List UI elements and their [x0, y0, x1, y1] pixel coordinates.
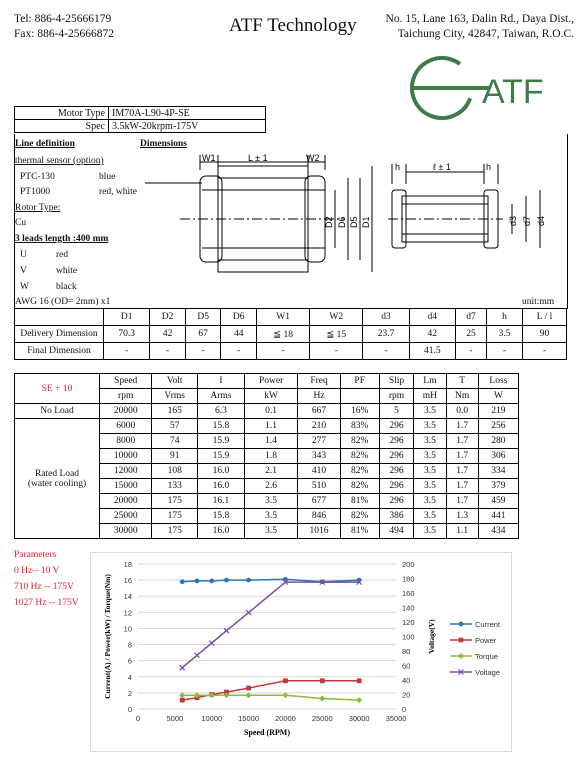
data-point-voltage — [194, 653, 199, 658]
perf-unit-cell: Hz — [298, 389, 340, 404]
perf-cell: 296 — [379, 464, 414, 479]
perf-unit-cell: mH — [414, 389, 446, 404]
final-dimension-row — [15, 343, 567, 360]
perf-cell: 81% — [340, 524, 379, 539]
legend-marker-power — [459, 638, 464, 643]
perf-cell: 6.3 — [198, 404, 245, 419]
dim-cell: - — [257, 343, 310, 360]
dimension-table — [14, 308, 567, 360]
legend-marker-torque — [458, 653, 464, 659]
perf-cell: 256 — [478, 419, 518, 434]
perf-cell: 2.6 — [244, 479, 298, 494]
x-tick-label: 35000 — [385, 714, 407, 723]
y2-tick-label: 140 — [402, 603, 415, 613]
perf-cell: 15000 — [100, 479, 152, 494]
perf-cell: 8000 — [100, 434, 152, 449]
y-tick-label: 4 — [127, 672, 132, 682]
perf-unit-cell — [340, 389, 379, 404]
perf-cell: 1.3 — [446, 509, 478, 524]
dimensions-heading: Dimensions — [140, 139, 187, 149]
perf-cell: 74 — [152, 434, 198, 449]
perf-cell: 30000 — [100, 524, 152, 539]
perf-header-cell: PF — [340, 374, 379, 389]
performance-table — [14, 373, 519, 539]
y2-tick-label: 180 — [402, 574, 415, 584]
dim-header-cell: d7 — [455, 309, 486, 326]
lead-v-color: white — [56, 266, 78, 276]
dim-cell: - — [486, 343, 522, 360]
y2-tick-label: 40 — [402, 676, 411, 685]
d1-label: D1 — [361, 216, 371, 228]
logo-text: ATF — [482, 73, 544, 111]
perf-unit-cell: rpm — [100, 389, 152, 404]
perf-cell: 16.1 — [198, 494, 245, 509]
perf-cell: 0.1 — [244, 404, 298, 419]
dim-cell: 25 — [455, 326, 486, 343]
pt-color: red, white — [99, 187, 137, 197]
dim-header-cell: D5 — [185, 309, 221, 326]
delivery-dimension-row — [15, 326, 567, 343]
perf-cell: 2.1 — [244, 464, 298, 479]
rated-sub-text: (water cooling) — [27, 478, 87, 489]
perf-cell: 15.8 — [198, 419, 245, 434]
dim-header-cell — [15, 309, 104, 326]
perf-cell: 306 — [478, 449, 518, 464]
perf-cell: 133 — [152, 479, 198, 494]
perf-cell: 1.7 — [446, 434, 478, 449]
perf-cell: 6000 — [100, 419, 152, 434]
y2-tick-label: 120 — [402, 618, 415, 627]
perf-cell: 81% — [340, 494, 379, 509]
stator-drawing — [140, 150, 380, 280]
x-tick-label: 30000 — [348, 714, 370, 723]
perf-cell: 15.9 — [198, 449, 245, 464]
dim-cell: 3.5 — [486, 326, 522, 343]
perf-cell: 1.7 — [446, 419, 478, 434]
perf-unit-cell: W — [478, 389, 518, 404]
y-tick-label: 16 — [123, 576, 132, 586]
rotor-h-right-label: h — [486, 162, 492, 172]
perf-cell: 1.1 — [446, 524, 478, 539]
perf-cell: 0.0 — [446, 404, 478, 419]
fax: Fax: 886-4-25666872 — [14, 28, 114, 40]
perf-unit-cell: kW — [244, 389, 298, 404]
perf-cell: 5 — [379, 404, 414, 419]
y-tick-label: 0 — [127, 705, 132, 714]
perf-header-cell: Speed — [100, 374, 152, 389]
perf-header-cell: Freq — [298, 374, 340, 389]
perf-cell: 1.4 — [244, 434, 298, 449]
perf-cell: 3.5 — [244, 524, 298, 539]
perf-cell: 510 — [298, 479, 340, 494]
d7-label: d7 — [522, 215, 532, 226]
y2-tick-label: 0 — [402, 705, 407, 714]
perf-cell: 82% — [340, 464, 379, 479]
perf-cell: 1.7 — [446, 494, 478, 509]
y2-tick-label: 60 — [402, 661, 411, 671]
perf-cell: 386 — [379, 509, 414, 524]
y2-axis-title: Voltage(V) — [427, 619, 436, 654]
x-tick-label: 10000 — [201, 714, 223, 723]
rated-row — [15, 419, 519, 434]
perf-cell: 296 — [379, 479, 414, 494]
perf-cell: 16.0 — [198, 479, 245, 494]
dim-cell: 42 — [150, 326, 186, 343]
awg-label: AWG 16 (OD= 2mm) x1 — [15, 297, 111, 307]
perf-corner: SE + 10 — [15, 374, 100, 404]
ptc-color: blue — [99, 172, 116, 182]
perf-header-cell: Power — [244, 374, 298, 389]
data-point-torque — [319, 696, 325, 702]
dim-header-cell: D1 — [104, 309, 150, 326]
rotor-type-label: Rotor Type: — [15, 203, 61, 213]
dim-cell: 70.3 — [104, 326, 150, 343]
perf-cell: 175 — [152, 524, 198, 539]
perf-cell: 494 — [379, 524, 414, 539]
data-point-power — [283, 678, 288, 683]
dim-cell: - — [363, 343, 409, 360]
dim-header-cell: W2 — [310, 309, 363, 326]
dim-cell: 41.5 — [409, 343, 455, 360]
x-tick-label: 25000 — [311, 714, 333, 723]
x-tick-label: 0 — [135, 714, 141, 723]
lead-w: W — [20, 282, 29, 292]
ptc-label: PTC-130 — [20, 172, 55, 182]
motor-type-label: Motor Type — [15, 107, 109, 120]
spec-label: Spec — [15, 120, 109, 133]
data-point-torque — [356, 697, 362, 703]
perf-cell: 20000 — [100, 494, 152, 509]
dim-cell: 67 — [185, 326, 221, 343]
y-tick-label: 14 — [123, 592, 132, 602]
dim-cell: ≦ 15 — [310, 326, 363, 343]
series-line-torque — [182, 695, 359, 700]
lead-u: U — [20, 250, 27, 260]
perf-header-cell: I — [198, 374, 245, 389]
performance-chart — [90, 552, 510, 750]
w1-label: W1 — [202, 153, 216, 163]
perf-cell: 3.5 — [414, 449, 446, 464]
rotor-drawing — [388, 160, 563, 260]
dim-header-cell: D6 — [221, 309, 257, 326]
perf-cell: 410 — [298, 464, 340, 479]
parameter-line: 0 Hz-- 10 V — [14, 566, 60, 576]
company-name: ATF Technology — [229, 15, 357, 36]
perf-cell: 3.5 — [414, 509, 446, 524]
dim-cell: Delivery Dimension — [15, 326, 104, 343]
data-point-power — [180, 698, 185, 703]
y2-tick-label: 160 — [402, 589, 415, 598]
perf-cell: 210 — [298, 419, 340, 434]
perf-cell: 12000 — [100, 464, 152, 479]
y-tick-label: 2 — [127, 688, 132, 698]
perf-cell: 108 — [152, 464, 198, 479]
dim-header-cell: L / l — [523, 309, 567, 326]
perf-cell: 15.9 — [198, 434, 245, 449]
perf-cell: 296 — [379, 494, 414, 509]
parameter-line: 710 Hz -- 175V — [14, 582, 74, 592]
y-axis-title: Current(A) / Power(kW) / Torque(Nm) — [103, 574, 112, 699]
perf-cell: 441 — [478, 509, 518, 524]
perf-cell: 82% — [340, 434, 379, 449]
d2-label: D2 — [324, 216, 334, 228]
line-definition-heading: Line definition — [15, 139, 75, 149]
x-tick-label: 5000 — [166, 714, 184, 723]
perf-cell: 296 — [379, 449, 414, 464]
tel: Tel: 886-4-25666179 — [14, 13, 112, 25]
perf-cell: 83% — [340, 419, 379, 434]
d3-label: d3 — [508, 215, 518, 226]
data-point-current — [180, 579, 185, 584]
perf-cell: 280 — [478, 434, 518, 449]
perf-cell: 10000 — [100, 449, 152, 464]
perf-cell: 82% — [340, 449, 379, 464]
data-point-voltage — [180, 665, 185, 670]
data-point-voltage — [224, 628, 229, 633]
perf-cell: 1.1 — [244, 419, 298, 434]
y-tick-label: 6 — [127, 656, 132, 666]
dim-header-cell: D2 — [150, 309, 186, 326]
no-load-row — [15, 404, 519, 419]
address-line-2: Taichung City, 42847, Taiwan, R.O.C. — [397, 28, 574, 40]
perf-unit-cell: Vrms — [152, 389, 198, 404]
series-line-power — [182, 681, 359, 700]
legend-label: Power — [475, 636, 497, 645]
legend-marker-current — [459, 622, 464, 627]
y2-tick-label: 100 — [402, 632, 415, 642]
rotor-value: Cu — [15, 218, 27, 228]
dim-header-cell: W1 — [257, 309, 310, 326]
perf-cell: 1.7 — [446, 479, 478, 494]
perf-cell: 3.5 — [414, 494, 446, 509]
dim-cell: 23.7 — [363, 326, 409, 343]
perf-cell: 459 — [478, 494, 518, 509]
dim-header-cell: d3 — [363, 309, 409, 326]
perf-cell: 3.5 — [414, 524, 446, 539]
d4-label: d4 — [536, 215, 546, 226]
dim-cell: 44 — [221, 326, 257, 343]
perf-cell: 343 — [298, 449, 340, 464]
dim-cell: - — [104, 343, 150, 360]
legend-label: Current — [475, 620, 501, 629]
perf-cell: 3.5 — [414, 464, 446, 479]
perf-cell: 1.7 — [446, 464, 478, 479]
dim-cell: 42 — [409, 326, 455, 343]
parameter-line: 1027 Hz -- 175V — [14, 598, 79, 608]
perf-cell: 1.8 — [244, 449, 298, 464]
legend-label: Torque — [475, 652, 498, 661]
data-point-current — [209, 579, 214, 584]
perf-cell: 3.5 — [414, 419, 446, 434]
lead-v: V — [20, 266, 27, 276]
perf-header-cell: T — [446, 374, 478, 389]
y2-tick-label: 80 — [402, 647, 411, 656]
thermal-sensor-label: thermal sensor (option) — [15, 156, 104, 166]
perf-cell: 3.5 — [244, 494, 298, 509]
pt-label: PT1000 — [20, 187, 51, 197]
perf-header-cell: Lm — [414, 374, 446, 389]
dim-cell: - — [150, 343, 186, 360]
leads-label: 3 leads length :400 mm — [15, 234, 109, 244]
perf-cell: 3.5 — [244, 509, 298, 524]
perf-cell: 175 — [152, 509, 198, 524]
perf-header-row — [15, 374, 519, 389]
dim-cell: - — [221, 343, 257, 360]
perf-cell: 16.0 — [198, 524, 245, 539]
perf-cell: 20000 — [100, 404, 152, 419]
data-point-current — [224, 578, 229, 583]
rotor-length-label: ℓ ± 1 — [433, 162, 451, 172]
spec-value: 3.5kW-20krpm-175V — [109, 120, 266, 133]
perf-unit-cell: Nm — [446, 389, 478, 404]
perf-cell: 91 — [152, 449, 198, 464]
rated-label-text: Rated Load — [34, 468, 80, 479]
atf-logo — [404, 48, 564, 128]
data-point-current — [195, 579, 200, 584]
perf-cell: 277 — [298, 434, 340, 449]
perf-unit-cell: rpm — [379, 389, 414, 404]
perf-cell: 15.8 — [198, 509, 245, 524]
perf-cell: 334 — [478, 464, 518, 479]
y-tick-label: 8 — [127, 640, 132, 650]
address-line-1: No. 15, Lane 163, Dalin Rd., Daya Dist., — [385, 13, 574, 25]
perf-cell: 296 — [379, 419, 414, 434]
d6-label: D6 — [337, 216, 347, 228]
data-point-power — [246, 686, 251, 691]
perf-cell: 1.7 — [446, 449, 478, 464]
y-tick-label: 12 — [123, 608, 132, 618]
rated-load-label — [15, 419, 100, 539]
perf-cell: 82% — [340, 479, 379, 494]
perf-cell: 296 — [379, 434, 414, 449]
d5-label: D5 — [349, 216, 359, 228]
y-tick-label: 10 — [123, 624, 132, 634]
series-line-voltage — [182, 582, 359, 668]
dim-cell: - — [455, 343, 486, 360]
data-point-power — [357, 678, 362, 683]
perf-cell: 175 — [152, 494, 198, 509]
l-label: L ± 1 — [248, 153, 268, 163]
perf-cell: 16% — [340, 404, 379, 419]
y2-tick-label: 20 — [402, 690, 411, 700]
perf-cell: 25000 — [100, 509, 152, 524]
perf-cell: 3.5 — [414, 434, 446, 449]
w2-label: W2 — [306, 153, 320, 163]
y2-tick-label: 200 — [402, 560, 415, 569]
unit-label: unit:mm — [522, 297, 555, 307]
motor-type-value: IM70A-L90-4P-SE — [109, 107, 266, 120]
perf-cell: 846 — [298, 509, 340, 524]
perf-cell: 57 — [152, 419, 198, 434]
data-point-current — [246, 578, 251, 583]
x-tick-label: 20000 — [274, 714, 296, 723]
perf-cell: 16.0 — [198, 464, 245, 479]
data-point-power — [320, 678, 325, 683]
dim-cell: - — [310, 343, 363, 360]
perf-header-cell: Loss — [478, 374, 518, 389]
y-tick-label: 18 — [123, 560, 132, 569]
dim-cell: ≦ 18 — [257, 326, 310, 343]
perf-cell: 165 — [152, 404, 198, 419]
perf-header-cell: Slip — [379, 374, 414, 389]
dim-header-row — [15, 309, 567, 326]
perf-cell: 434 — [478, 524, 518, 539]
perf-cell: 219 — [478, 404, 518, 419]
lead-u-color: red — [56, 250, 69, 260]
perf-cell: 3.5 — [414, 479, 446, 494]
perf-header-cell: Volt — [152, 374, 198, 389]
dim-cell: 90 — [523, 326, 567, 343]
no-load-label: No Load — [15, 404, 100, 419]
dim-cell: - — [185, 343, 221, 360]
rotor-h-left-label: h — [395, 162, 401, 172]
perf-cell: 677 — [298, 494, 340, 509]
spec-table — [14, 106, 266, 133]
dim-cell: Final Dimension — [15, 343, 104, 360]
dim-cell: - — [523, 343, 567, 360]
x-tick-label: 15000 — [238, 714, 260, 723]
perf-cell: 667 — [298, 404, 340, 419]
dim-header-cell: h — [486, 309, 522, 326]
lead-w-color: black — [56, 282, 77, 292]
x-axis-title: Speed (RPM) — [244, 728, 290, 737]
perf-unit-cell: Arms — [198, 389, 245, 404]
legend-label: Voltage — [475, 668, 501, 677]
perf-cell: 3.5 — [414, 404, 446, 419]
perf-cell: 82% — [340, 509, 379, 524]
perf-cell: 1016 — [298, 524, 340, 539]
parameters-title: Parameters — [14, 550, 57, 560]
perf-cell: 379 — [478, 479, 518, 494]
dim-header-cell: d4 — [409, 309, 455, 326]
